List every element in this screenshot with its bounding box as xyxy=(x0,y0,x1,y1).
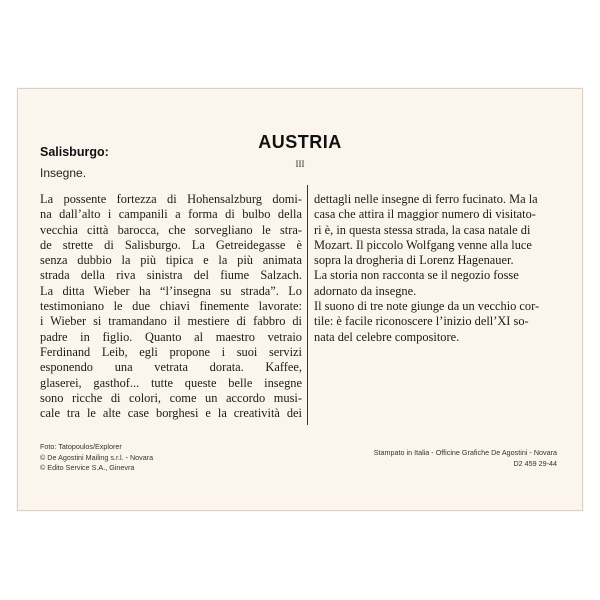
text-line: La possente fortezza di Hohensalzburg domi- xyxy=(40,192,302,206)
text-line: glaserei, gasthof... tutte queste belle insegne xyxy=(40,375,302,390)
credit-line: Foto: Tatopoulos/Explorer xyxy=(40,442,122,451)
text-line: senza dubbio la più tipica e la più animata xyxy=(40,253,302,268)
postcard-back xyxy=(17,88,583,511)
country-title: AUSTRIA xyxy=(258,132,342,152)
text-line: esponendo una vetrata dorata. Kaffee, xyxy=(40,360,302,375)
text-line: sopra la drogheria di Lorenz Hagenauer. xyxy=(314,253,514,268)
subject-heading: Insegne. xyxy=(40,166,87,180)
text-line: de strette di Salisburgo. La Getreidegasse è xyxy=(40,237,302,252)
text-line: ri è, in questa stessa strada, la casa natale di xyxy=(314,222,531,237)
volume-number: III xyxy=(295,159,305,169)
photo-credits xyxy=(40,442,153,474)
credit-line: © Edito Service S.A., Ginevra xyxy=(40,463,135,472)
text-line: strada della riva sinistra del fiume Salzach. xyxy=(40,268,302,283)
text-line: casa che attira il maggior numero di visitato- xyxy=(314,207,536,222)
text-line: padre in figlio. Quanto al maestro vetraio xyxy=(40,329,302,344)
text-line: Mozart. Il piccolo Wolfgang venne alla luce xyxy=(314,237,532,252)
text-line: na dall’alto i campanili a forma di bulbo della xyxy=(40,207,302,222)
text-column-left xyxy=(40,192,302,432)
text-line: vecchia città barocca, che sorvegliano le stra- xyxy=(40,222,302,237)
text-line: La ditta Wieber ha “l’insegna su strada”. Lo xyxy=(40,283,302,298)
product-code: D2 459 29-44 xyxy=(513,458,557,468)
text-line: Il suono di tre note giunge da un vecchio cor- xyxy=(314,299,540,314)
text-line: dettagli nelle insegne di ferro fucinato. Ma la xyxy=(314,192,538,206)
text-column-right xyxy=(314,192,560,432)
text-line: cale tra le alte case borghesi e la creatività dei xyxy=(40,406,302,421)
text-line: sono ricche di colori, come un accordo musi- xyxy=(40,390,302,405)
credit-line: © De Agostini Mailing s.r.l. - Novara xyxy=(40,452,154,462)
text-line: nata del celebre compositore. xyxy=(314,329,460,344)
printer-line: Stampato in Italia - Officine Grafiche De Agostini - Novara xyxy=(373,448,557,457)
text-line: La storia non racconta se il negozio fosse xyxy=(314,268,519,283)
city-heading: Salisburgo: xyxy=(40,145,109,159)
text-line: Ferdinand Leib, egli propone i suoi servizi xyxy=(40,344,302,359)
text-line: adornato da insegne. xyxy=(314,283,417,298)
text-line: testimoniano le due chiavi finemente lavorate: xyxy=(40,299,302,314)
printer-info xyxy=(374,448,557,469)
column-divider xyxy=(307,185,308,425)
text-line: i Wieber si tramandano il mestiere di fabbro di xyxy=(40,314,302,329)
text-line: tile: è facile riconoscere l’inizio dell’XI so- xyxy=(314,314,529,329)
